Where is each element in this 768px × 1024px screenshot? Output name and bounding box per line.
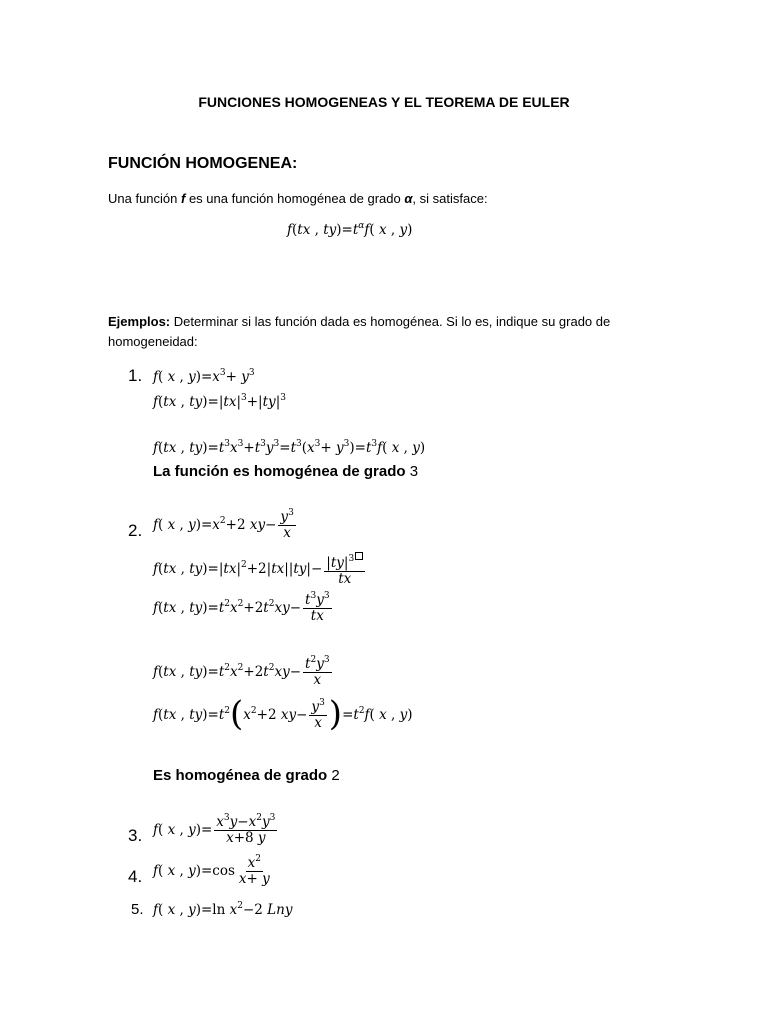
example-1-step-1: f(tx , $ty)=|tx|^3+|ty|^3$ [153, 393, 286, 410]
example-2-step-1: f(tx , $ty)=|tx|^2+2|tx||ty|-$ $\frac{|ty|^3}{tx}$ [153, 552, 367, 587]
example-4-function: f( x , y)=cos $\frac{x^2}{x+ y}$ [153, 854, 270, 887]
example-1-result-text: La función es homogénea de grado [153, 463, 410, 480]
examples-intro-text: Determinar si las función dada es homogénea. Si lo es, indique su grado de [170, 314, 611, 329]
definition-part3: , si satisface: [412, 191, 488, 206]
examples-label: Ejemplos: [108, 314, 171, 329]
definition-f: f [181, 191, 186, 206]
example-5-function: f( x , y)=ln $x^2-2$ Lny [153, 901, 293, 918]
examples-intro-line1 [108, 314, 610, 329]
examples-intro-line2: homogeneidad: [108, 334, 198, 349]
example-2-result-text: Es homogénea de grado [153, 767, 332, 784]
example-5-number: 5. [131, 901, 144, 918]
definition-text [108, 191, 488, 206]
definition-alpha: α [404, 191, 413, 206]
example-1-result-degree: 3 [409, 463, 419, 480]
example-1-step-2: f(tx , $ty)=t^3x^3+t^3y^3=t^3(x^3+ y^3)=t^3f$( x , y) [153, 439, 426, 456]
example-2-result-degree: 2 [331, 767, 340, 784]
example-1-number: 1. [128, 366, 143, 385]
example-3-function: f( x , y)= $\frac{x^3y-x^2y^3}{x+8 y}$ [153, 813, 276, 846]
example-1-function: f( x , $y)=x^3+ y^3$ [153, 368, 255, 385]
definition-part2: es una función homogénea de grado [185, 191, 405, 206]
example-2-step-4: f(tx , $ty)=t^2(x^2+2$ xy− $\frac{y^3}{x}$ )$=t^2f$( x , y) [153, 693, 413, 734]
example-1-result [153, 463, 418, 480]
document-title: FUNCIONES HOMOGENEAS Y EL TEOREMA DE EULER [198, 94, 570, 110]
example-2-step-2: f(tx , $ty)=t^2x^2+2t^2xy-$ $\frac{t^3y^3}{tx}$ [153, 591, 330, 624]
example-2-function: f( x , $y)=x^2+2$ xy− $\frac{y^3}{x}$ [153, 508, 294, 541]
section-heading: FUNCIÓN HOMOGENEA: [108, 155, 298, 172]
example-2-number: 2. [128, 521, 143, 540]
example-2-result [153, 767, 340, 784]
example-2-step-3: f(tx , $ty)=t^2x^2+2t^2xy-$ $\frac{t^2y^3}{x}$ [153, 655, 330, 688]
example-3-number: 3. [128, 826, 143, 845]
definition-part1: Una función [108, 191, 181, 206]
definition-formula: f(tx , $ty)=t^\alpha f$( x , y) [287, 221, 413, 238]
example-4-number: 4. [128, 867, 143, 886]
